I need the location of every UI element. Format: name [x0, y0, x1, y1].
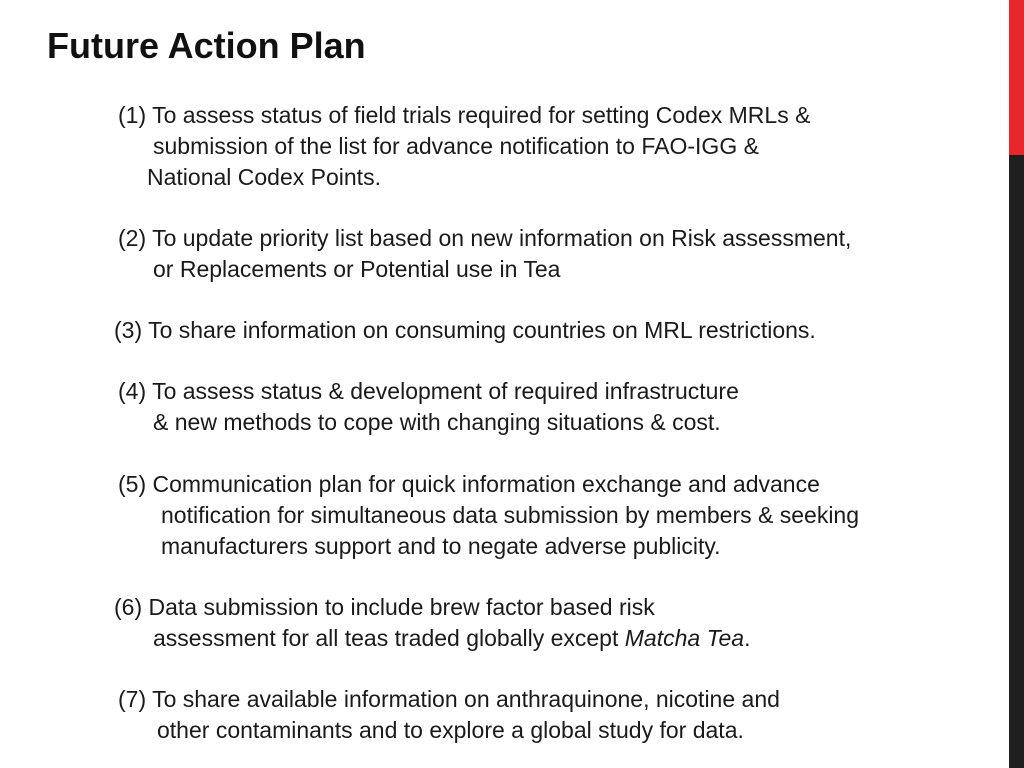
item-6-suffix: .: [744, 625, 751, 651]
item-3-line-1: (3) To share information on consuming countries on MRL restrictions.: [114, 317, 816, 343]
item-1-line-1: (1) To assess status of field trials required for setting Codex MRLs &: [118, 102, 811, 128]
item-4-line-1: (4) To assess status & development of required infrastructure: [118, 378, 739, 404]
item-6-line-1: (6) Data submission to include brew factor based risk: [114, 594, 655, 620]
item-4-line-2: & new methods to cope with changing situations & cost.: [153, 409, 721, 435]
item-5-line-1: (5) Communication plan for quick information exchange and advance: [118, 471, 820, 497]
item-7-line-1: (7) To share available information on anthraquinone, nicotine and: [118, 686, 780, 712]
item-2-line-2: or Replacements or Potential use in Tea: [153, 256, 561, 282]
item-2-line-1: (2) To update priority list based on new information on Risk assessment,: [118, 225, 852, 251]
item-1-line-3: National Codex Points.: [147, 164, 381, 190]
item-5-line-3: manufacturers support and to negate adverse publicity.: [161, 533, 721, 559]
item-6-emphasis: Matcha Tea: [624, 625, 745, 651]
item-6-line-2: [153, 623, 750, 653]
item-6-line-2-text: assessment for all teas traded globally except: [153, 625, 625, 651]
item-5-line-2: notification for simultaneous data submission by members & seeking: [161, 502, 860, 528]
item-7-line-2: other contaminants and to explore a global study for data.: [157, 717, 744, 743]
accent-bar-red: [1009, 0, 1024, 155]
item-1-line-2: submission of the list for advance notification to FAO-IGG &: [153, 133, 759, 159]
slide-title: Future Action Plan: [47, 25, 366, 66]
accent-bar-black: [1009, 155, 1024, 768]
